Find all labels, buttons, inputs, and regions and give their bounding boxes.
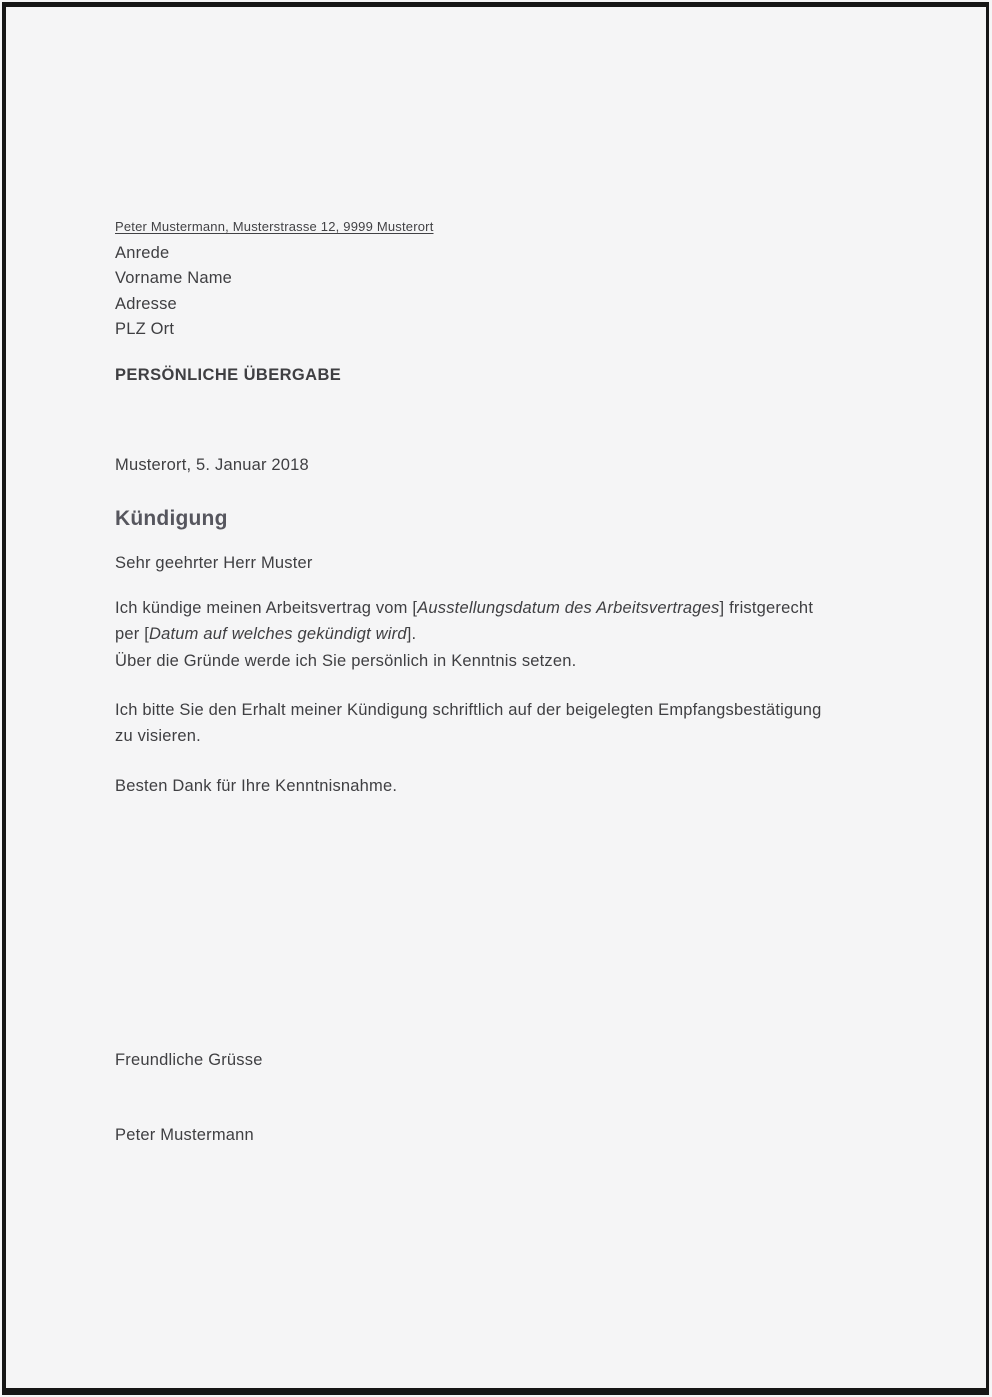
subject-heading: Kündigung	[115, 507, 228, 530]
p1-text-b: ] fristgerecht	[719, 599, 814, 617]
body-paragraph-termination	[115, 595, 915, 674]
recipient-salutation-placeholder: Anrede	[115, 244, 170, 262]
p2-line-1: Ich bitte Sie den Erhalt meiner Kündigung schriftlich auf der beigelegten Empfangsbestätigung	[115, 701, 822, 719]
signature-name: Peter Mustermann	[115, 1126, 254, 1144]
p1-text-d: ].	[406, 625, 417, 644]
recipient-address-block	[115, 241, 232, 343]
p1-placeholder-termination-date: Datum auf welches gekündigt wird	[149, 625, 407, 644]
sender-address-line: Peter Mustermann, Musterstrasse 12, 9999 Musterort	[115, 219, 434, 234]
p1-text-a: Ich kündige meinen Arbeitsvertrag vom [	[115, 599, 418, 617]
p1-text-c: per [	[115, 625, 150, 644]
p2-line-2: zu visieren.	[115, 727, 201, 746]
salutation-line: Sehr geehrter Herr Muster	[115, 554, 313, 572]
recipient-city-placeholder: PLZ Ort	[115, 320, 175, 339]
recipient-street-placeholder: Adresse	[115, 294, 177, 313]
body-paragraph-confirmation	[115, 697, 915, 750]
recipient-name-placeholder: Vorname Name	[115, 269, 233, 288]
body-paragraph-thanks: Besten Dank für Ihre Kenntnisnahme.	[115, 777, 398, 795]
delivery-note: PERSÖNLICHE ÜBERGABE	[115, 366, 342, 384]
place-date-line: Musterort, 5. Januar 2018	[115, 456, 309, 474]
closing-line: Freundliche Grüsse	[115, 1051, 263, 1069]
p1-reasons-sentence: Über die Gründe werde ich Sie persönlich in Kenntnis setzen.	[115, 651, 577, 670]
p1-placeholder-contract-date: Ausstellungsdatum des Arbeitsvertrages	[417, 599, 720, 617]
